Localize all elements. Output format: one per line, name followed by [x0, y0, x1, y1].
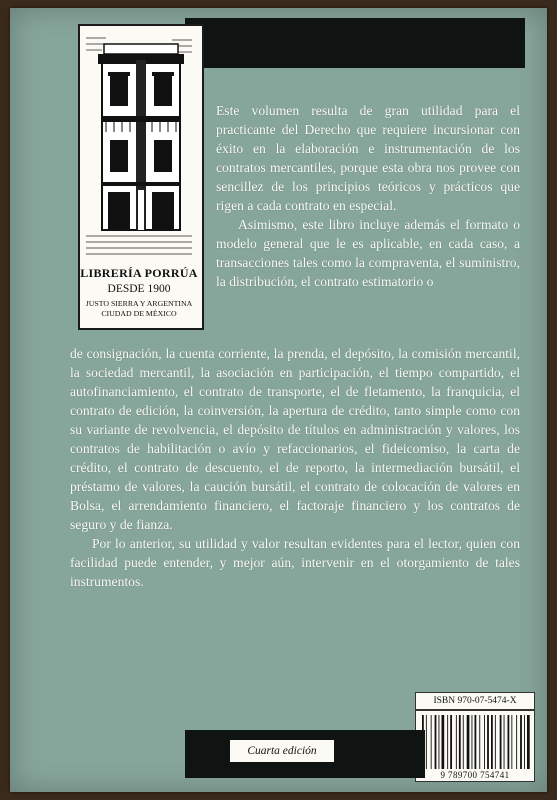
barcode-bar — [472, 715, 473, 769]
barcode-bar — [431, 715, 432, 769]
blurb-lower — [70, 344, 520, 591]
barcode-bar — [504, 715, 505, 769]
barcode-bar — [491, 715, 493, 769]
publisher-address-line1: JUSTO SIERRA Y ARGENTINA — [85, 299, 193, 308]
barcode-bar — [475, 715, 477, 769]
barcode-bar — [442, 715, 445, 769]
publisher-address-line2: CIUDAD DE MÉXICO — [101, 308, 177, 318]
blurb-paragraph-1: Este volumen resulta de gran utilidad para el practicante del Derecho que requiere incursionar con éxito en la elaboración e instrumentación de los contratos mercantiles, porque esta obra nos provee con sencillez de los principios teóricos y prácticos que rigen a cada contrato en especial. — [216, 103, 520, 213]
barcode-bar — [500, 715, 502, 769]
barcode-bar — [450, 715, 452, 769]
blurb-upper — [216, 101, 520, 291]
barcode-bar — [463, 715, 464, 769]
barcode-bar — [459, 715, 461, 769]
barcode-bar — [495, 715, 496, 769]
publisher-since: DESDE 1900 — [107, 283, 171, 295]
barcode-bar — [511, 715, 512, 769]
barcode-bar — [447, 715, 448, 769]
barcode-bar — [484, 715, 485, 769]
back-cover — [10, 8, 547, 792]
blurb-paragraph-2-lead: Asimismo, este libro incluye además el formato o modelo general que le es aplicable, en cada caso, a transacciones tales como la compraventa, el suministro, la distribución, el contrato estimatorio o — [216, 217, 520, 289]
logo-caption — [80, 266, 198, 318]
barcode-bar — [516, 715, 517, 769]
barcode-bar — [426, 715, 427, 769]
barcode-bar — [487, 715, 489, 769]
blurb-paragraph-2-rest: de consignación, la cuenta corriente, la prenda, el depósito, la comisión mercantil, la sociedad mercantil, la asociación en participación, el tiempo compartido, el autofinanciamiento, el contrato de transporte, el de fletamento, la franquicia, el contrato de edición, la coinversión, la apertura de crédito, tanto simple como con su variante de revolvencia, el depósito de títulos en administración y valores, los contratos de habilitación o avío y refaccionarios, el fideicomiso, la carta de crédito, el contrato de descuento, el de reporto, la intermediación bursátil, el préstamo de valores, la caución bursátil, el contrato de colocación de valores en Bolsa, el arrendamiento financiero, el factoraje financiero y los contratos de seguro y de fianza. — [70, 346, 520, 532]
barcode-bar — [520, 715, 522, 769]
barcode-bar — [527, 715, 530, 769]
top-black-band — [185, 18, 525, 68]
isbn-label: ISBN 970-07-5474-X — [415, 692, 535, 710]
barcode-bar — [435, 715, 437, 769]
edition-label: Cuarta edición — [230, 740, 334, 762]
blurb-paragraph-3: Por lo anterior, su utilidad y valor resultan evidentes para el lector, quien con facilidad puede entender, y mejor aún, intervenir en el otorgamiento de tales instrumentos. — [70, 536, 520, 589]
barcode-bar — [439, 715, 440, 769]
barcode — [415, 710, 535, 782]
bookstore-building-illustration — [86, 32, 192, 258]
barcode-number: 9 789700 754741 — [440, 770, 510, 780]
barcode-bar — [524, 715, 525, 769]
publisher-address — [80, 299, 198, 318]
publisher-logo — [78, 24, 204, 330]
barcode-bar — [456, 715, 457, 769]
barcode-bar — [479, 715, 480, 769]
barcode-bar — [467, 715, 470, 769]
publisher-name: LIBRERÍA PORRÚA — [80, 266, 198, 280]
barcode-bar — [508, 715, 510, 769]
barcode-bars — [416, 713, 534, 771]
